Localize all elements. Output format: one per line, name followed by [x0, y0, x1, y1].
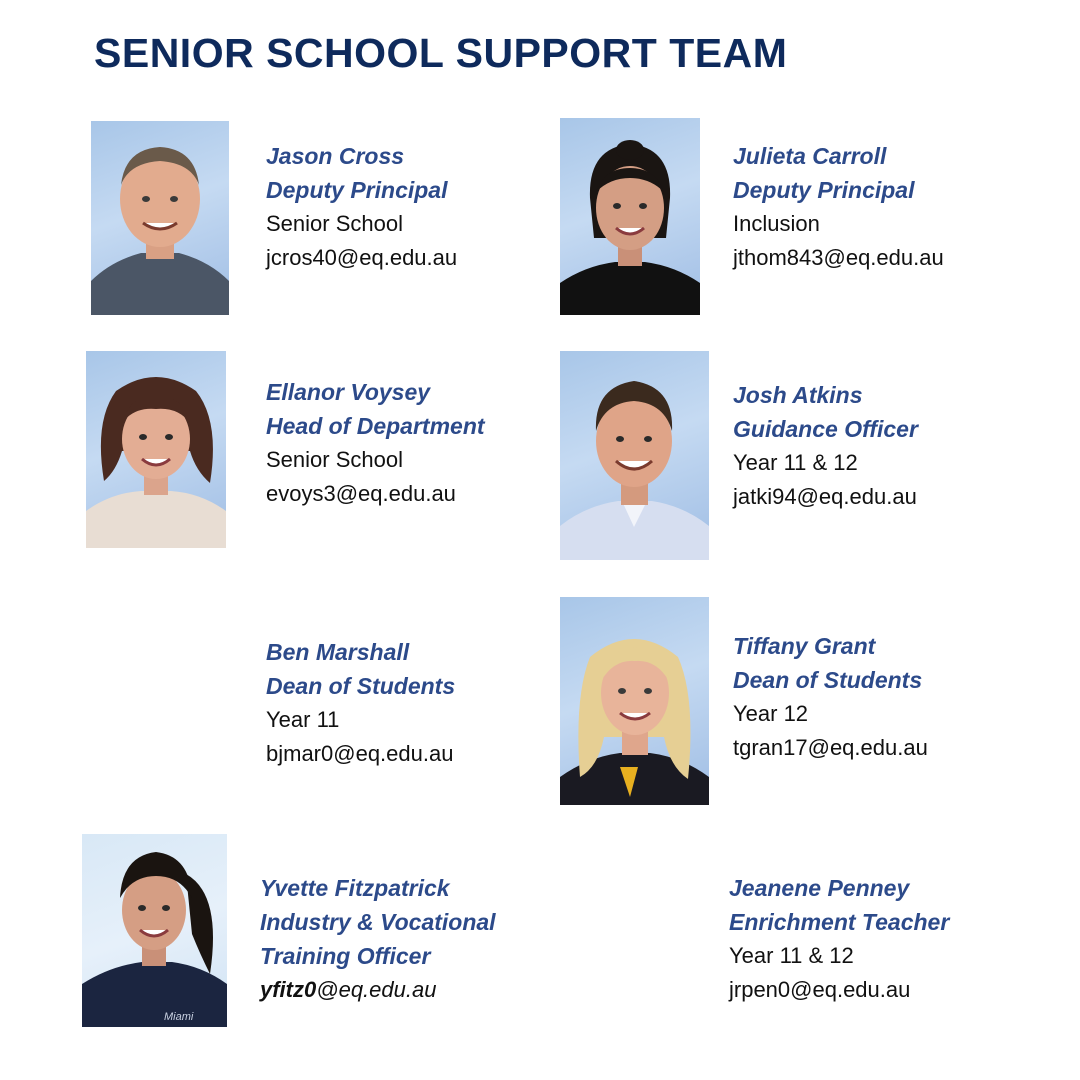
staff-photo-yvette-fitzpatrick [82, 834, 227, 1027]
staff-name: Jason Cross [266, 143, 405, 169]
staff-card-josh-atkins [733, 378, 918, 514]
staff-photo-julieta-carroll [560, 118, 700, 315]
staff-card-yvette-fitzpatrick [260, 871, 496, 1007]
staff-email[interactable]: jrpen0@eq.edu.au [729, 977, 911, 1002]
staff-photo-tiffany-grant [560, 597, 709, 805]
staff-card-tiffany-grant [733, 629, 928, 765]
staff-email[interactable]: tgran17@eq.edu.au [733, 735, 928, 760]
staff-email[interactable]: jcros40@eq.edu.au [266, 245, 458, 270]
staff-name: Tiffany Grant [733, 633, 876, 659]
staff-email-user: yfitz0 [260, 977, 317, 1002]
staff-department: Senior School [266, 447, 403, 472]
staff-card-jeanene-penney [729, 871, 949, 1007]
staff-role: Dean of Students [266, 673, 456, 699]
staff-role-line-1: Industry & Vocational [260, 909, 496, 935]
staff-name: Julieta Carroll [733, 143, 887, 169]
staff-photo-jason-cross [91, 121, 229, 315]
staff-card-julieta-carroll [733, 139, 944, 275]
staff-photo-josh-atkins [560, 351, 709, 560]
staff-role: Deputy Principal [266, 177, 448, 203]
staff-department: Inclusion [733, 211, 820, 236]
staff-card-ellanor-voysey [266, 375, 485, 511]
staff-role: Dean of Students [733, 667, 923, 693]
staff-role: Deputy Principal [733, 177, 915, 203]
staff-email[interactable]: jthom843@eq.edu.au [733, 245, 944, 270]
staff-department: Senior School [266, 211, 403, 236]
staff-role: Guidance Officer [733, 416, 918, 442]
staff-department: Year 11 & 12 [733, 450, 858, 475]
staff-email[interactable]: bjmar0@eq.edu.au [266, 741, 454, 766]
staff-card-jason-cross [266, 139, 457, 275]
staff-department: Year 12 [733, 701, 809, 726]
staff-name: Josh Atkins [733, 382, 863, 408]
page-title: SENIOR SCHOOL SUPPORT TEAM [94, 30, 788, 76]
staff-email[interactable]: evoys3@eq.edu.au [266, 481, 456, 506]
staff-role: Enrichment Teacher [729, 909, 950, 935]
staff-email-domain: @eq.edu.au [316, 977, 437, 1002]
staff-card-ben-marshall [266, 635, 455, 771]
staff-name: Ben Marshall [266, 639, 410, 665]
staff-email[interactable] [260, 973, 496, 1007]
staff-email[interactable]: jatki94@eq.edu.au [733, 484, 917, 509]
staff-department: Year 11 & 12 [729, 943, 854, 968]
shirt-text: Miami [164, 1011, 194, 1023]
staff-photo-ellanor-voysey [86, 351, 226, 548]
staff-name: Ellanor Voysey [266, 379, 431, 405]
staff-role-line-2: Training Officer [260, 943, 431, 969]
staff-name: Jeanene Penney [729, 875, 910, 901]
staff-name: Yvette Fitzpatrick [260, 875, 450, 901]
staff-role: Head of Department [266, 413, 485, 439]
staff-department: Year 11 [266, 707, 340, 732]
